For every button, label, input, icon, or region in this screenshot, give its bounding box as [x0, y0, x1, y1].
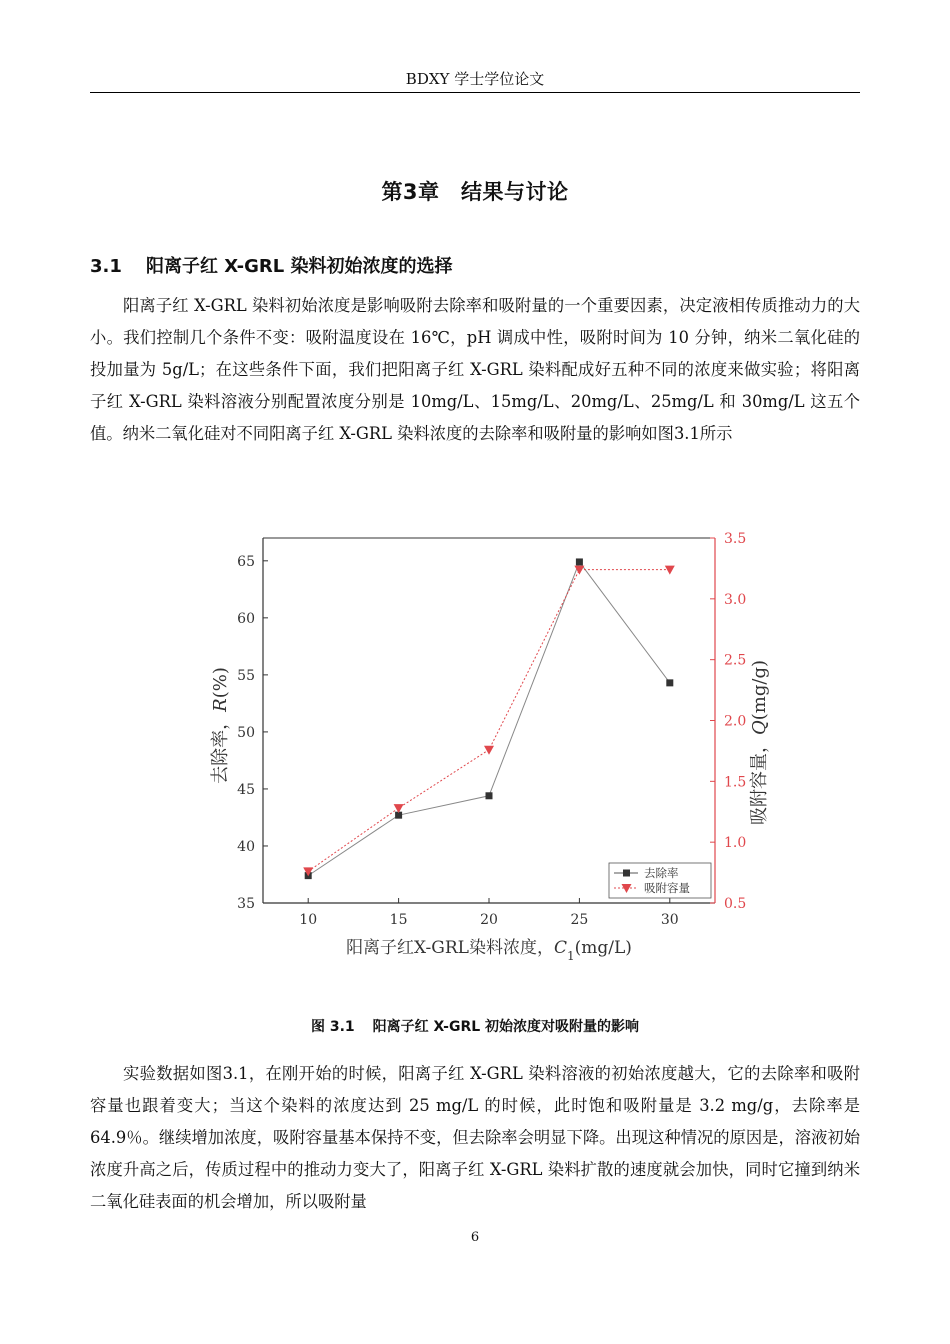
- left-tick-label: 40: [237, 838, 255, 855]
- x-axis-label: [346, 938, 632, 963]
- x-tick-label: 10: [299, 912, 318, 928]
- right-label-unit: (mg/g): [749, 660, 770, 721]
- left-tick-label: 65: [237, 553, 255, 570]
- header-title: BDXY 学士学位论文: [405, 70, 545, 88]
- x-tick-label: 30: [660, 912, 679, 928]
- chapter-title: 第3章 结果与讨论: [381, 180, 569, 204]
- left-label-var: R: [210, 698, 231, 712]
- figure-caption: [0, 1016, 950, 1036]
- left-tick-label: 50: [237, 724, 255, 741]
- x-tick-label: 25: [570, 912, 589, 928]
- left-tick-label: 35: [237, 896, 255, 912]
- legend-label: 去除率: [644, 866, 679, 880]
- page-header: [90, 68, 860, 93]
- x-label-sub: 1: [567, 949, 575, 963]
- series-line-2: [308, 570, 670, 872]
- data-point-removal-rate: [576, 558, 583, 565]
- body-paragraph-2: 实验数据如图3.1，在刚开始的时候，阳离子红 X-GRL 染料溶液的初始浓度越大，它的去除率和吸附容量也跟着变大；当这个染料的浓度达到 25 mg/L 的时候，此时饱和吸附量是 3.2 mg/g，去除率是 64.9％。继续增加浓度，吸附容量基本保持不变，但去除率会明显下降。出现这种情况的原因是，溶液初始浓度升高之后，传质过程中的推动力变大了，阳离子红 X-GRL 染料扩散的速度就会加快，同时它撞到纳米二氧化硅表面的机会增加，所以吸附量: [90, 1064, 860, 1211]
- right-tick-label: 1.0: [724, 835, 747, 852]
- right-label-main: 吸附容量，: [749, 735, 770, 825]
- series-line-1: [308, 562, 670, 876]
- legend-marker-square: [623, 870, 630, 877]
- right-tick-label: 2.0: [724, 713, 747, 730]
- figure-number: 图 3.1: [310, 1019, 355, 1035]
- right-axis-label: [749, 660, 770, 825]
- right-tick-label: 1.5: [724, 774, 747, 791]
- x-tick-label: 20: [480, 912, 498, 928]
- left-tick-label: 55: [237, 667, 255, 684]
- section-title-text: 阳离子红 X-GRL 染料初始浓度的选择: [146, 256, 453, 277]
- right-tick-label: 2.5: [724, 652, 747, 669]
- x-label-unit: (mg/L): [574, 938, 632, 958]
- right-tick-label: 0.5: [724, 896, 747, 912]
- figure-chart: [180, 520, 800, 970]
- adsorption-chart: [180, 520, 800, 970]
- legend-label: 吸附容量: [644, 881, 690, 895]
- data-point-removal-rate: [486, 792, 493, 799]
- left-label-unit: (%): [210, 667, 231, 699]
- body-paragraph-1: 阳离子红 X-GRL 染料初始浓度是影响吸附去除率和吸附量的一个重要因素，决定液相传质推动力的大小。我们控制几个条件不变：吸附温度设在 16℃，pH 调成中性，吸附时间为 10 分钟，纳米二氧化硅的投加量为 5g/L；在这些条件下面，我们把阳离子红 X-GRL 染料配成好五种不同的浓度来做实验；将阳离子红 X-GRL 染料溶液分别配置浓度分别是 10mg/L、15mg/L、20mg/L、25mg/L 和 30mg/L 这五个值。纳米二氧化硅对不同阳离子红 X-GRL 染料浓度的去除率和吸附量的影响如图3.1所示: [90, 296, 860, 443]
- left-label-main: 去除率，: [210, 711, 231, 784]
- left-axis-label: [210, 667, 231, 784]
- data-point-adsorption-capacity: [665, 566, 675, 575]
- right-tick-label: 3.0: [724, 591, 747, 608]
- left-tick-label: 45: [237, 781, 255, 798]
- right-label-var: Q: [749, 720, 770, 735]
- page-number: 6: [470, 1230, 480, 1245]
- figure-caption-text: 阳离子红 X-GRL 初始浓度对吸附量的影响: [372, 1019, 640, 1035]
- x-label-main: 阳离子红X-GRL染料浓度，: [346, 938, 554, 958]
- x-tick-label: 15: [389, 912, 408, 928]
- section-title: [90, 252, 453, 278]
- left-tick-label: 60: [237, 610, 255, 627]
- data-point-removal-rate: [666, 679, 673, 686]
- x-label-var: C: [553, 938, 567, 958]
- section-number: 3.1: [90, 256, 122, 277]
- right-tick-label: 3.5: [724, 531, 747, 547]
- data-point-adsorption-capacity: [484, 746, 494, 755]
